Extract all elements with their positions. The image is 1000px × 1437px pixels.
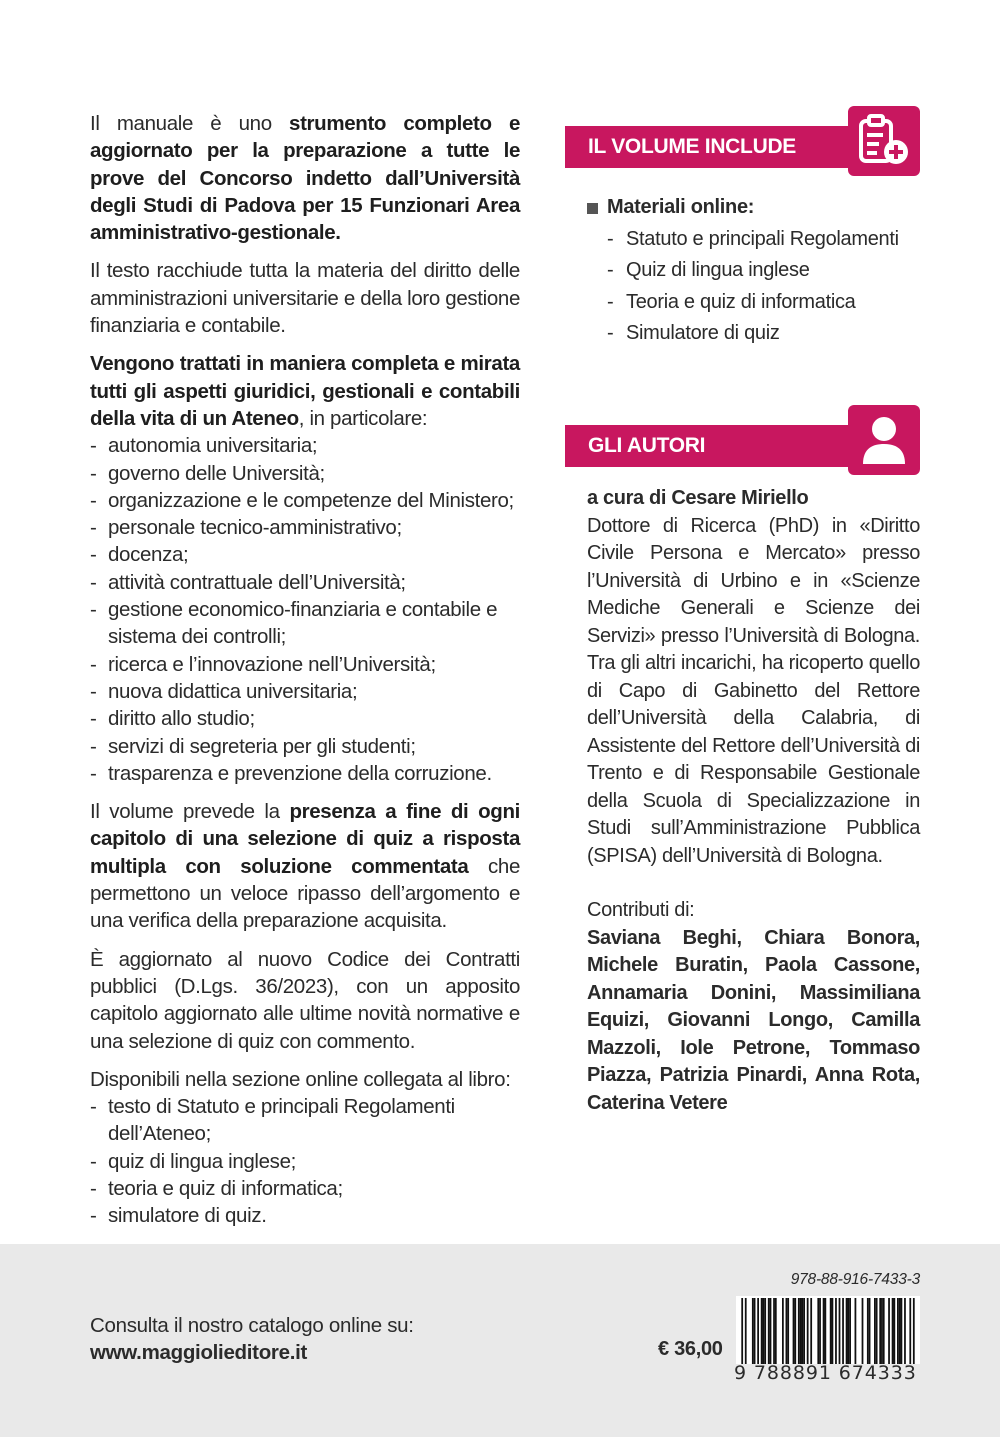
barcode-bar <box>879 1298 881 1364</box>
topic-item: - docenza; <box>90 541 520 568</box>
barcode-bar <box>786 1298 788 1364</box>
barcode-bar <box>892 1298 894 1364</box>
topic-item: - trasparenza e prevenzione della corruzione. <box>90 760 520 787</box>
barcode-bar <box>757 1298 759 1364</box>
volume-include-body <box>565 168 920 350</box>
barcode-bar <box>846 1298 848 1364</box>
barcode-bar <box>893 1298 895 1364</box>
intro-bold-text: strumento completo e aggiornato per la preparazione a tutte le prove del Concorso indetto dall’Università degli Studi di Padova per 15 Funzionari Area amministrativo-gestionale. <box>90 112 520 245</box>
barcode <box>736 1296 920 1364</box>
intro-text: Il manuale è uno <box>90 112 290 135</box>
barcode-bar <box>754 1298 756 1364</box>
barcode-bar <box>869 1298 871 1364</box>
barcode-bar <box>819 1298 821 1364</box>
barcode-bar <box>787 1298 789 1364</box>
topic-item: - personale tecnico-amministrativo; <box>90 514 520 541</box>
barcode-bar <box>793 1298 795 1364</box>
catalog-info <box>90 1312 414 1366</box>
isbn: 978-88-916-7433-3 <box>790 1271 920 1288</box>
barcode-bar <box>764 1298 766 1364</box>
materials-online-title: Materiali online: <box>587 192 920 224</box>
barcode-bar <box>901 1298 903 1364</box>
description-column <box>90 110 520 1241</box>
barcode-bar <box>807 1298 809 1364</box>
barcode-bar <box>768 1298 770 1364</box>
barcode-bar <box>862 1298 864 1364</box>
document-plus-icon <box>848 106 920 176</box>
barcode-bar <box>855 1298 857 1364</box>
topics-list <box>90 432 520 787</box>
barcode-bar <box>782 1298 784 1364</box>
barcode-bar <box>761 1298 763 1364</box>
quiz-paragraph <box>90 798 520 934</box>
barcode-bar <box>909 1298 911 1364</box>
authors-body <box>565 467 920 1117</box>
barcode-bar <box>883 1298 885 1364</box>
material-item: - Teoria e quiz di informatica <box>607 287 920 319</box>
catalog-text: Consulta il nostro catalogo online su: <box>90 1314 414 1337</box>
barcode-bar <box>817 1298 819 1364</box>
footer-band <box>0 1244 1000 1437</box>
barcode-bar <box>881 1298 883 1364</box>
volume-include-title: IL VOLUME INCLUDE <box>588 135 797 158</box>
barcode-bar <box>801 1298 803 1364</box>
online-resource-item: - simulatore di quiz. <box>90 1202 520 1229</box>
topic-item: - attività contrattuale dell’Università; <box>90 569 520 596</box>
barcode-bar <box>741 1298 743 1364</box>
barcode-bar <box>773 1298 775 1364</box>
topics-intro-bold: Vengono trattati in maniera completa e mirata tutti gli aspetti giuridici, gestionali e contabili della vita di un Ateneo <box>90 352 520 430</box>
barcode-bar <box>874 1298 876 1364</box>
barcode-bar <box>832 1298 834 1364</box>
barcode-bar <box>752 1298 754 1364</box>
barcode-bar <box>888 1298 890 1364</box>
barcode-bar <box>913 1298 915 1364</box>
materials-list <box>587 224 920 350</box>
barcode-digits: 9 788891 674333 <box>734 1362 917 1384</box>
update-paragraph: È aggiornato al nuovo Codice dei Contratti pubblici (D.Lgs. 36/2023), con un apposito capitolo aggiornato alle ultime novità normative e una selezione di quiz con commento. <box>90 947 520 1053</box>
topics-intro-paragraph <box>90 350 520 432</box>
material-item: - Statuto e principali Regolamenti <box>607 224 920 256</box>
quiz-text-2: che permettono un veloce ripasso dell’argomento e una verifica della preparazione acquisita. <box>90 854 520 933</box>
contributors-label: Contributi di: <box>587 899 695 921</box>
barcode-bar <box>745 1298 747 1364</box>
barcode-bar <box>824 1298 826 1364</box>
authors-title: GLI AUTORI <box>588 434 706 457</box>
topic-item: - governo delle Università; <box>90 460 520 487</box>
online-resource-item: - teoria e quiz di informatica; <box>90 1175 520 1202</box>
user-icon <box>848 405 920 475</box>
intro-paragraph <box>90 110 520 246</box>
barcode-bar <box>775 1298 777 1364</box>
matter-paragraph: Il testo racchiude tutta la materia del diritto delle amministrazioni universitarie e della loro gestione finanziaria e contabile. <box>90 259 520 338</box>
curator-bio: Dottore di Ricerca (PhD) in «Diritto Civile Persona e Mercato» presso l’Università di Urbino e in «Scienze Mediche Generali e Scienze dei Servizi» presso l’Università di Bologna. Tra gli altri incarichi, ha ricoperto quello di Capo di Gabinetto del Rettore dell’Università della Calabria, di Assistente del Rettore dell’Università di Trento e di Responsabile Gestionale della Scuola di Specializzazione in Studi sull’Amministrazione Pubblica (SPISA) dell’Università di Bologna. <box>587 514 920 867</box>
barcode-bar <box>897 1298 899 1364</box>
topics-intro-text: , in particolare: <box>298 406 428 430</box>
barcode-bar <box>899 1298 901 1364</box>
topic-item: - servizi di segreteria per gli studenti; <box>90 733 520 760</box>
barcode-bar <box>876 1298 878 1364</box>
topic-item: - nuova didattica universitaria; <box>90 678 520 705</box>
topic-item: - ricerca e l’innovazione nell’Università; <box>90 651 520 678</box>
contributors-names: Saviana Beghi, Chiara Bonora, Michele Buratin, Paola Cassone, Annamaria Donini, Massimiliana Equizi, Giovanni Longo, Camilla Mazzoli, Iole Petrone, Tommaso Piazza, Patrizia Pinardi, Anna Rota, Caterina Vetere <box>587 926 920 1114</box>
online-resources-list <box>90 1093 520 1229</box>
barcode-bar <box>839 1298 841 1364</box>
online-resource-item: - quiz di lingua inglese; <box>90 1148 520 1175</box>
barcode-bar <box>794 1298 796 1364</box>
price: € 36,00 <box>658 1338 723 1360</box>
topic-item: - gestione economico-finanziaria e contabile e sistema dei controlli; <box>90 596 520 651</box>
curator-name: a cura di Cesare Miriello <box>587 487 809 509</box>
online-resource-item: - testo di Statuto e principali Regolamenti dell’Ateneo; <box>90 1093 520 1148</box>
publisher-url[interactable]: www.maggiolieditore.it <box>90 1341 308 1364</box>
barcode-bar <box>835 1298 837 1364</box>
authors-header <box>565 425 920 467</box>
material-item: - Quiz di lingua inglese <box>607 255 920 287</box>
topic-item: - diritto allo studio; <box>90 705 520 732</box>
quiz-bold-text: presenza a fine di ogni capitolo di una selezione di quiz a risposta multipla con soluzione commentata <box>90 800 520 878</box>
topic-item: - autonomia universitaria; <box>90 432 520 459</box>
barcode-bar <box>849 1298 851 1364</box>
barcode-bars <box>736 1296 920 1364</box>
barcode-bar <box>842 1298 844 1364</box>
volume-include-header <box>565 126 920 168</box>
barcode-bar <box>847 1298 849 1364</box>
barcode-bar <box>803 1298 805 1364</box>
barcode-bar <box>798 1298 800 1364</box>
topic-item: - organizzazione e le competenze del Ministero; <box>90 487 520 514</box>
barcode-bar <box>770 1298 772 1364</box>
online-intro-paragraph: Disponibili nella sezione online collegata al libro: <box>90 1067 511 1091</box>
volume-include-section <box>565 126 920 350</box>
material-item: - Simulatore di quiz <box>607 318 920 350</box>
barcode-bar <box>800 1298 802 1364</box>
barcode-bar <box>810 1298 812 1364</box>
authors-section <box>565 425 920 1117</box>
barcode-bar <box>763 1298 765 1364</box>
barcode-bar <box>867 1298 869 1364</box>
barcode-bar <box>830 1298 832 1364</box>
barcode-bar <box>904 1298 906 1364</box>
quiz-text-1: Il volume prevede la <box>90 800 290 824</box>
barcode-bar <box>823 1298 825 1364</box>
